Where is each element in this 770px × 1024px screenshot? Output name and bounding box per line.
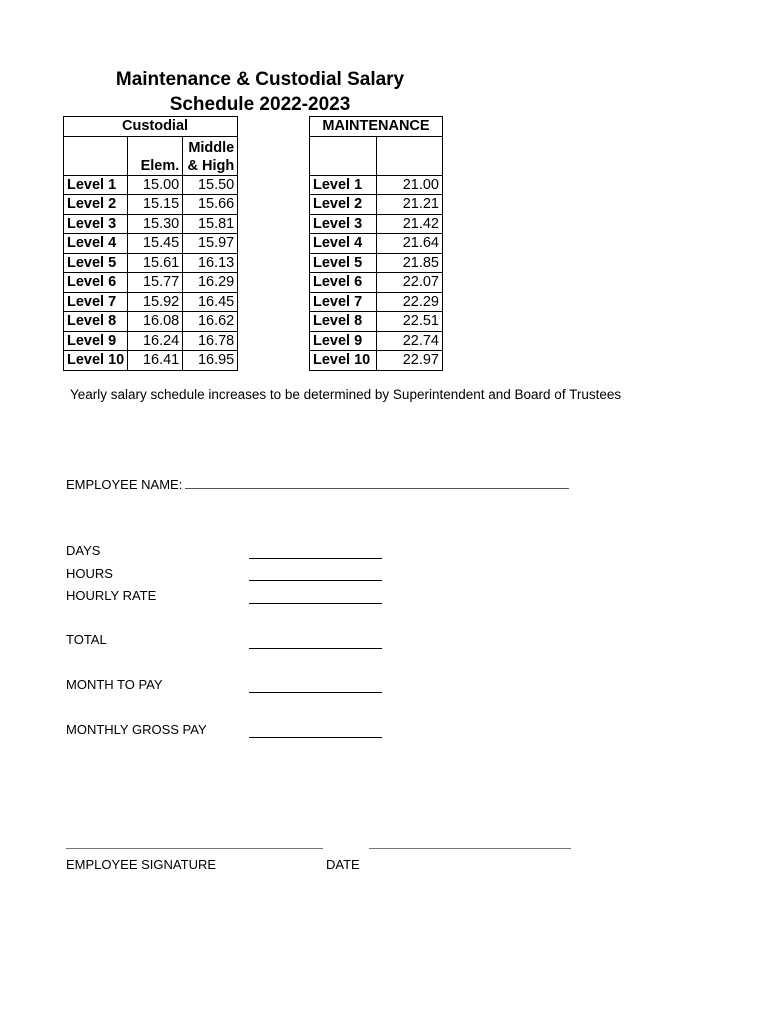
employee-signature-field[interactable] — [66, 848, 323, 849]
level-cell: Level 5 — [310, 253, 377, 273]
date-field[interactable] — [369, 848, 571, 849]
employee-name-label: EMPLOYEE NAME: — [66, 477, 183, 492]
date-label: DATE — [326, 857, 360, 872]
maintenance-rate-cell: 21.21 — [377, 195, 443, 215]
middle-high-rate-cell: 16.13 — [183, 253, 238, 273]
middle-high-rate-cell: 15.50 — [183, 175, 238, 195]
level-cell: Level 7 — [64, 292, 128, 312]
employee-signature-label: EMPLOYEE SIGNATURE — [66, 857, 217, 872]
level-cell: Level 5 — [64, 253, 128, 273]
maintenance-rate-cell: 22.97 — [377, 351, 443, 371]
month-to-pay-label: MONTH TO PAY — [66, 677, 163, 692]
maintenance-heading: MAINTENANCE — [310, 117, 443, 137]
custodial-heading-row — [64, 117, 238, 137]
custodial-middle-label: Middle — [188, 139, 235, 156]
maintenance-salary-table — [309, 116, 443, 371]
maintenance-level-header-cell — [310, 136, 377, 175]
level-cell: Level 6 — [64, 273, 128, 293]
table-row — [310, 253, 443, 273]
maintenance-rate-cell: 22.74 — [377, 331, 443, 351]
level-cell: Level 6 — [310, 273, 377, 293]
level-cell: Level 4 — [64, 234, 128, 254]
total-label: TOTAL — [66, 632, 107, 647]
days-label: DAYS — [66, 543, 101, 558]
middle-high-rate-cell: 15.66 — [183, 195, 238, 215]
hours-label: HOURS — [66, 566, 113, 581]
maintenance-rate-cell: 21.85 — [377, 253, 443, 273]
middle-high-rate-cell: 16.78 — [183, 331, 238, 351]
elem-rate-cell: 15.77 — [128, 273, 183, 293]
custodial-column-header-row — [64, 136, 238, 175]
level-cell: Level 4 — [310, 234, 377, 254]
custodial-middle-high-header — [183, 136, 238, 175]
elem-rate-cell: 16.24 — [128, 331, 183, 351]
level-cell: Level 1 — [64, 175, 128, 195]
level-cell: Level 3 — [310, 214, 377, 234]
monthly-gross-pay-field[interactable] — [249, 737, 382, 738]
days-field[interactable] — [249, 558, 382, 559]
middle-high-rate-cell: 16.29 — [183, 273, 238, 293]
table-row — [310, 214, 443, 234]
table-row — [310, 292, 443, 312]
level-cell: Level 3 — [64, 214, 128, 234]
table-row — [64, 273, 238, 293]
table-row — [64, 253, 238, 273]
maintenance-rate-cell: 22.07 — [377, 273, 443, 293]
page-title-line-1: Maintenance & Custodial Salary — [115, 69, 405, 90]
maintenance-rate-cell: 21.42 — [377, 214, 443, 234]
middle-high-rate-cell: 15.97 — [183, 234, 238, 254]
table-row — [310, 175, 443, 195]
elem-rate-cell: 16.41 — [128, 351, 183, 371]
hourly-rate-field[interactable] — [249, 603, 382, 604]
custodial-elem-header: Elem. — [128, 136, 183, 175]
elem-rate-cell: 15.45 — [128, 234, 183, 254]
table-row — [310, 351, 443, 371]
middle-high-rate-cell: 16.45 — [183, 292, 238, 312]
month-to-pay-field[interactable] — [249, 692, 382, 693]
table-row — [64, 195, 238, 215]
table-row — [64, 292, 238, 312]
custodial-high-label: & High — [187, 157, 235, 174]
table-row — [64, 214, 238, 234]
level-cell: Level 10 — [64, 351, 128, 371]
table-row — [310, 312, 443, 332]
level-cell: Level 8 — [310, 312, 377, 332]
table-row — [310, 273, 443, 293]
salary-increase-note: Yearly salary schedule increases to be determined by Superintendent and Board of Trustees — [70, 387, 622, 402]
elem-rate-cell: 15.61 — [128, 253, 183, 273]
table-row — [64, 234, 238, 254]
middle-high-rate-cell: 16.95 — [183, 351, 238, 371]
level-cell: Level 8 — [64, 312, 128, 332]
table-row — [310, 234, 443, 254]
total-field[interactable] — [249, 648, 382, 649]
custodial-level-header-cell — [64, 136, 128, 175]
maintenance-column-header-row — [310, 136, 443, 175]
elem-rate-cell: 15.00 — [128, 175, 183, 195]
monthly-gross-pay-label: MONTHLY GROSS PAY — [66, 722, 207, 737]
hourly-rate-label: HOURLY RATE — [66, 588, 157, 603]
level-cell: Level 1 — [310, 175, 377, 195]
middle-high-rate-cell: 16.62 — [183, 312, 238, 332]
maintenance-rate-cell: 22.29 — [377, 292, 443, 312]
employee-name-row — [66, 477, 569, 492]
custodial-salary-table — [63, 116, 238, 371]
elem-rate-cell: 15.15 — [128, 195, 183, 215]
table-row — [64, 312, 238, 332]
hours-field[interactable] — [249, 580, 382, 581]
elem-rate-cell: 15.92 — [128, 292, 183, 312]
table-row — [64, 351, 238, 371]
level-cell: Level 10 — [310, 351, 377, 371]
table-row — [64, 331, 238, 351]
table-row — [64, 175, 238, 195]
page-title-line-2: Schedule 2022-2023 — [169, 94, 351, 115]
level-cell: Level 9 — [64, 331, 128, 351]
table-row — [310, 195, 443, 215]
level-cell: Level 7 — [310, 292, 377, 312]
elem-rate-cell: 16.08 — [128, 312, 183, 332]
level-cell: Level 2 — [64, 195, 128, 215]
maintenance-rate-cell: 21.64 — [377, 234, 443, 254]
maintenance-rate-cell: 21.00 — [377, 175, 443, 195]
middle-high-rate-cell: 15.81 — [183, 214, 238, 234]
elem-rate-cell: 15.30 — [128, 214, 183, 234]
maintenance-rate-cell: 22.51 — [377, 312, 443, 332]
table-row — [310, 331, 443, 351]
custodial-heading: Custodial — [64, 117, 238, 137]
level-cell: Level 2 — [310, 195, 377, 215]
maintenance-rate-header-cell — [377, 136, 443, 175]
employee-name-field[interactable] — [185, 478, 569, 489]
level-cell: Level 9 — [310, 331, 377, 351]
maintenance-heading-row — [310, 117, 443, 137]
